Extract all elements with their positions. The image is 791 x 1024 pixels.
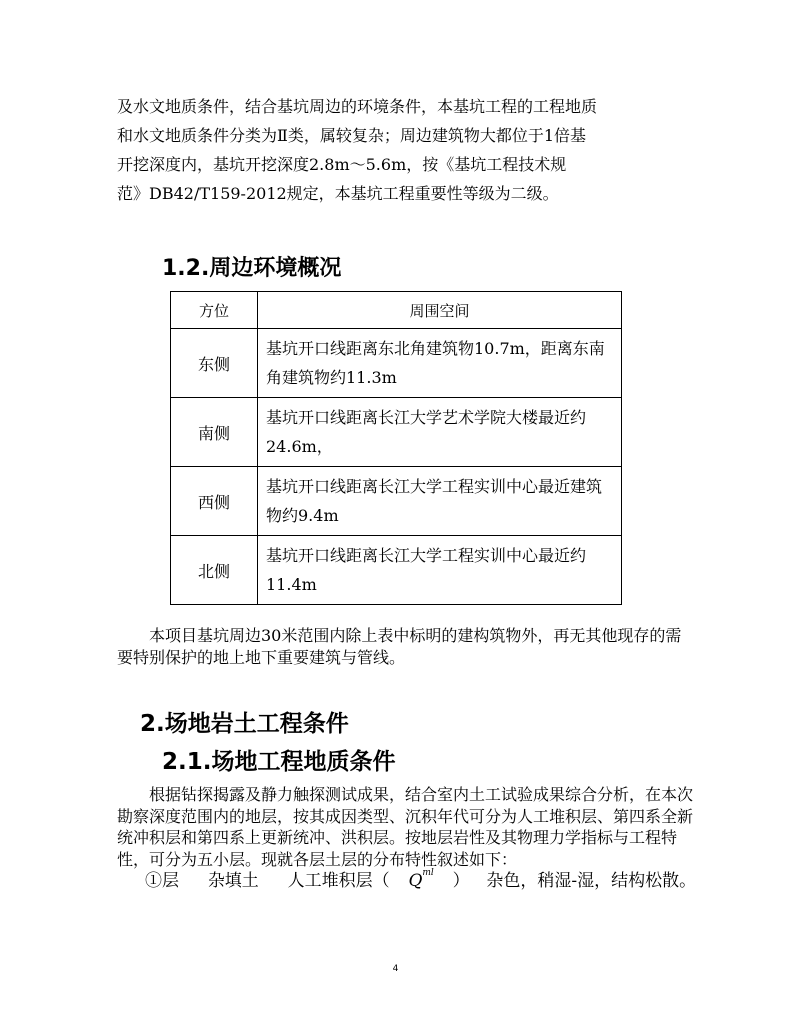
section-2-heading: 2.场地岩土工程条件	[140, 711, 349, 737]
intro-line: 和水文地质条件分类为Ⅱ类，属较复杂；周边建筑物大都位于1倍基	[117, 126, 587, 145]
table-row	[171, 398, 622, 467]
layer-desc: 杂色，稍湿-湿，结构松散。	[486, 871, 697, 891]
section-2-1-heading: 2.1.场地工程地质条件	[162, 749, 396, 775]
direction-cell: 东侧	[171, 329, 258, 398]
description-cell: 基坑开口线距离东北角建筑物10.7m，距离东南角建筑物约11.3m	[258, 329, 622, 398]
note-paragraph: 本项目基坑周边30米范围内除上表中标明的建构筑物外，再无其他现存的需要特别保护的地上地下重要建筑与管线。	[117, 626, 682, 667]
header-direction: 方位	[171, 292, 258, 329]
direction-cell: 北侧	[171, 536, 258, 605]
description-cell: 基坑开口线距离长江大学艺术学院大楼最近约24.6m，	[258, 398, 622, 467]
table-header-row	[171, 292, 622, 329]
geology-paragraph: 根据钻探揭露及静力触探测试成果，结合室内土工试验成果综合分析，在本次勘察深度范围内的地层，按其成因类型、沉积年代可分为人工堆积层、第四系全新统冲积层和第四系上更新统冲、洪积层。按地层岩性及其物理力学指标与工程特性，可分为五小层。现就各层土层的分布特性叙述如下：	[117, 785, 694, 869]
layer-name: 杂填土	[207, 871, 259, 891]
layer-close-paren: ）	[452, 871, 470, 891]
surroundings-table	[170, 291, 622, 605]
geologic-symbol	[408, 868, 434, 891]
intro-line: 范》DB42/T159-2012规定，本基坑工程重要性等级为二级。	[117, 184, 559, 203]
table-row	[171, 329, 622, 398]
description-cell: 基坑开口线距离长江大学工程实训中心最近建筑物约9.4m	[258, 467, 622, 536]
header-surroundings: 周围空间	[258, 292, 622, 329]
symbol-sup: ml	[422, 868, 434, 879]
description-cell: 基坑开口线距离长江大学工程实训中心最近约11.4m	[258, 536, 622, 605]
intro-paragraph	[117, 92, 697, 208]
intro-line: 及水文地质条件，结合基坑周边的环境条件，本基坑工程的工程地质	[117, 97, 598, 116]
layer-label: ①层	[145, 871, 179, 891]
intro-line: 开挖深度内，基坑开挖深度2.8m～5.6m，按《基坑工程技术规	[117, 155, 567, 174]
section-1-2-heading: 1.2.周边环境概况	[162, 256, 342, 281]
direction-cell: 西侧	[171, 467, 258, 536]
layer-1-line	[145, 866, 696, 891]
table-row	[171, 536, 622, 605]
layer-origin: 人工堆积层（	[287, 871, 390, 891]
table-row	[171, 467, 622, 536]
symbol-q: Q	[408, 871, 423, 891]
page-number: 4	[392, 964, 399, 974]
direction-cell: 南侧	[171, 398, 258, 467]
